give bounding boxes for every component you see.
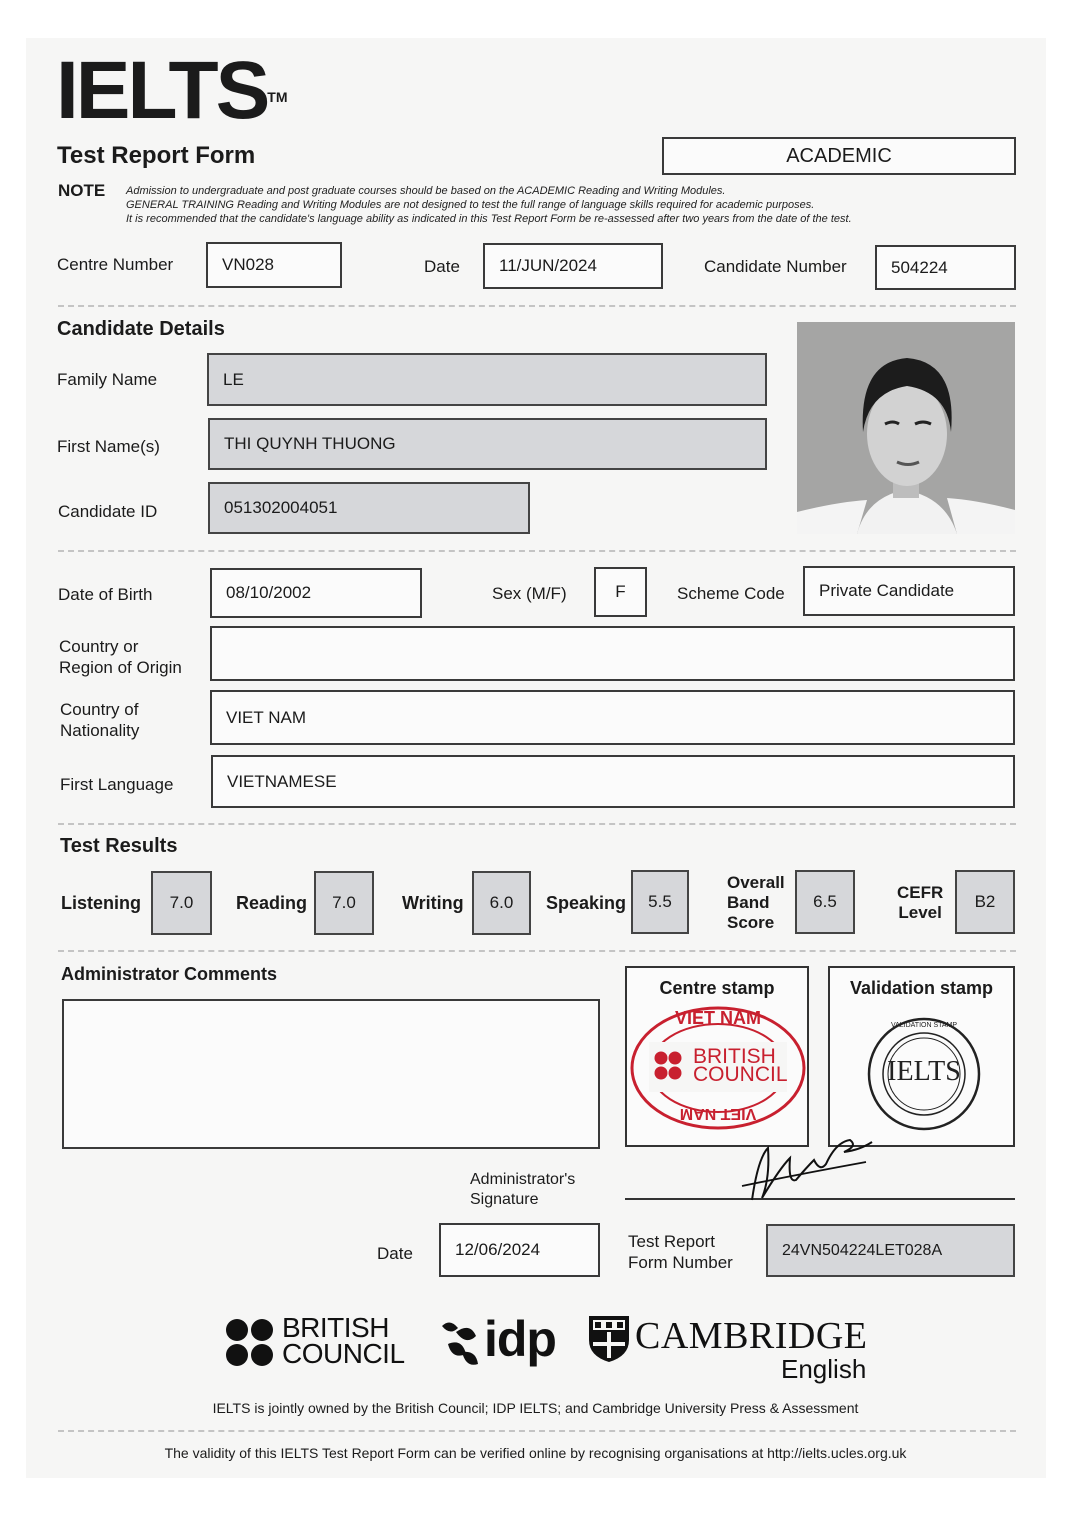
writing-score: 6.0 [472, 871, 531, 935]
note-text: Admission to undergraduate and post graduate courses should be based on the ACADEMIC Reading and Writing Modules. GENERAL TRAINING Reading and Writing Modules are not designed to test the full range of language skills required for academic purposes. It is recommended that the candidate's language ability as indicated in this Test Report Form be re-assessed after two years from the date of the test. [126, 185, 852, 225]
trf-number-field: 24VN504224LET028A [766, 1224, 1015, 1277]
validation-stamp-label: Validation stamp [849, 978, 994, 998]
first-language-field: VIETNAMESE [211, 755, 1015, 808]
first-language-label: First Language [60, 775, 174, 794]
dob-field: 08/10/2002 [210, 568, 422, 618]
first-names-label: First Name(s) [57, 437, 160, 456]
centre-number-label: Centre Number [57, 255, 174, 274]
ielts-logo: IELTS™ [56, 45, 288, 136]
candidate-id-field: 051302004051 [208, 482, 530, 534]
validation-stamp-text: IELTS [887, 1056, 961, 1087]
country-origin-field [210, 626, 1015, 681]
divider [58, 550, 1016, 552]
candidate-number-field: 504224 [875, 245, 1016, 290]
stamp-bottom-text: VIET NAM [679, 1105, 757, 1122]
speaking-label: Speaking [546, 893, 627, 913]
admin-comments-field [62, 999, 600, 1149]
reading-score: 7.0 [314, 871, 374, 935]
listening-score: 7.0 [151, 871, 212, 935]
validity-text: The validity of this IELTS Test Report Form can be verified online by recognising organisations at http://ielts.ucles.org.uk [164, 1445, 907, 1461]
admin-comments-title: Administrator Comments [61, 964, 278, 984]
test-date-field: 11/JUN/2024 [483, 243, 663, 289]
divider [58, 823, 1016, 825]
centre-number-field: VN028 [206, 242, 342, 288]
first-names-field: THI QUYNH THUONG [208, 418, 767, 470]
centre-stamp-label: Centre stamp [659, 978, 775, 998]
validation-ring-text: VALIDATION STAMP [890, 1022, 958, 1029]
form-title: Test Report Form [57, 142, 256, 169]
issue-date-label: Date [377, 1244, 413, 1263]
divider [58, 1430, 1016, 1432]
cefr-label: CEFR Level [897, 883, 944, 922]
speaking-score: 5.5 [631, 870, 689, 934]
overall-band-label: Overall Band Score [727, 873, 785, 932]
family-name-label: Family Name [57, 370, 158, 389]
listening-label: Listening [61, 893, 141, 913]
british-council-stamp [629, 1004, 807, 1132]
family-name-field: LE [207, 353, 767, 406]
signature-scribble [740, 1128, 880, 1208]
test-results-title: Test Results [60, 835, 178, 857]
writing-label: Writing [402, 893, 464, 913]
module-box: ACADEMIC [662, 137, 1016, 175]
stamp-brand-text: BRITISH COUNCIL [693, 1045, 788, 1086]
overall-score: 6.5 [795, 870, 855, 934]
ownership-text: IELTS is jointly owned by the British Council; IDP IELTS; and Cambridge University Press & Assessment [212, 1400, 859, 1416]
note-label: NOTE [58, 181, 106, 200]
candidate-details-title: Candidate Details [57, 318, 225, 340]
validation-stamp [866, 1016, 982, 1132]
issue-date-field: 12/06/2024 [439, 1223, 600, 1277]
candidate-id-label: Candidate ID [58, 502, 158, 521]
reading-label: Reading [236, 893, 308, 913]
british-council-logo: BRITISH COUNCIL [224, 1315, 404, 1371]
divider [58, 950, 1016, 952]
scheme-code-field: Private Candidate [803, 566, 1015, 616]
trf-number-label: Test Report Form Number [628, 1232, 733, 1272]
scheme-code-label: Scheme Code [677, 584, 785, 603]
candidate-photo [797, 322, 1015, 534]
stamp-top-text: VIET NAM [674, 1008, 761, 1028]
dob-label: Date of Birth [58, 585, 153, 604]
nationality-label: Country of Nationality [60, 700, 140, 740]
candidate-number-label: Candidate Number [704, 257, 847, 276]
cambridge-english-logo: CAMBRIDGE English [585, 1314, 875, 1390]
sex-field: F [594, 567, 647, 617]
country-origin-label: Country or Region of Origin [59, 637, 182, 677]
centre-stamp-frame [625, 966, 809, 1147]
divider [58, 305, 1016, 307]
cefr-level: B2 [955, 870, 1015, 934]
date-label: Date [424, 257, 460, 276]
signature-label: Administrator's Signature [470, 1171, 576, 1208]
idp-logo: idp [436, 1314, 556, 1374]
nationality-field: VIET NAM [210, 690, 1015, 745]
validation-stamp-frame [828, 966, 1015, 1147]
sex-label: Sex (M/F) [492, 584, 567, 603]
